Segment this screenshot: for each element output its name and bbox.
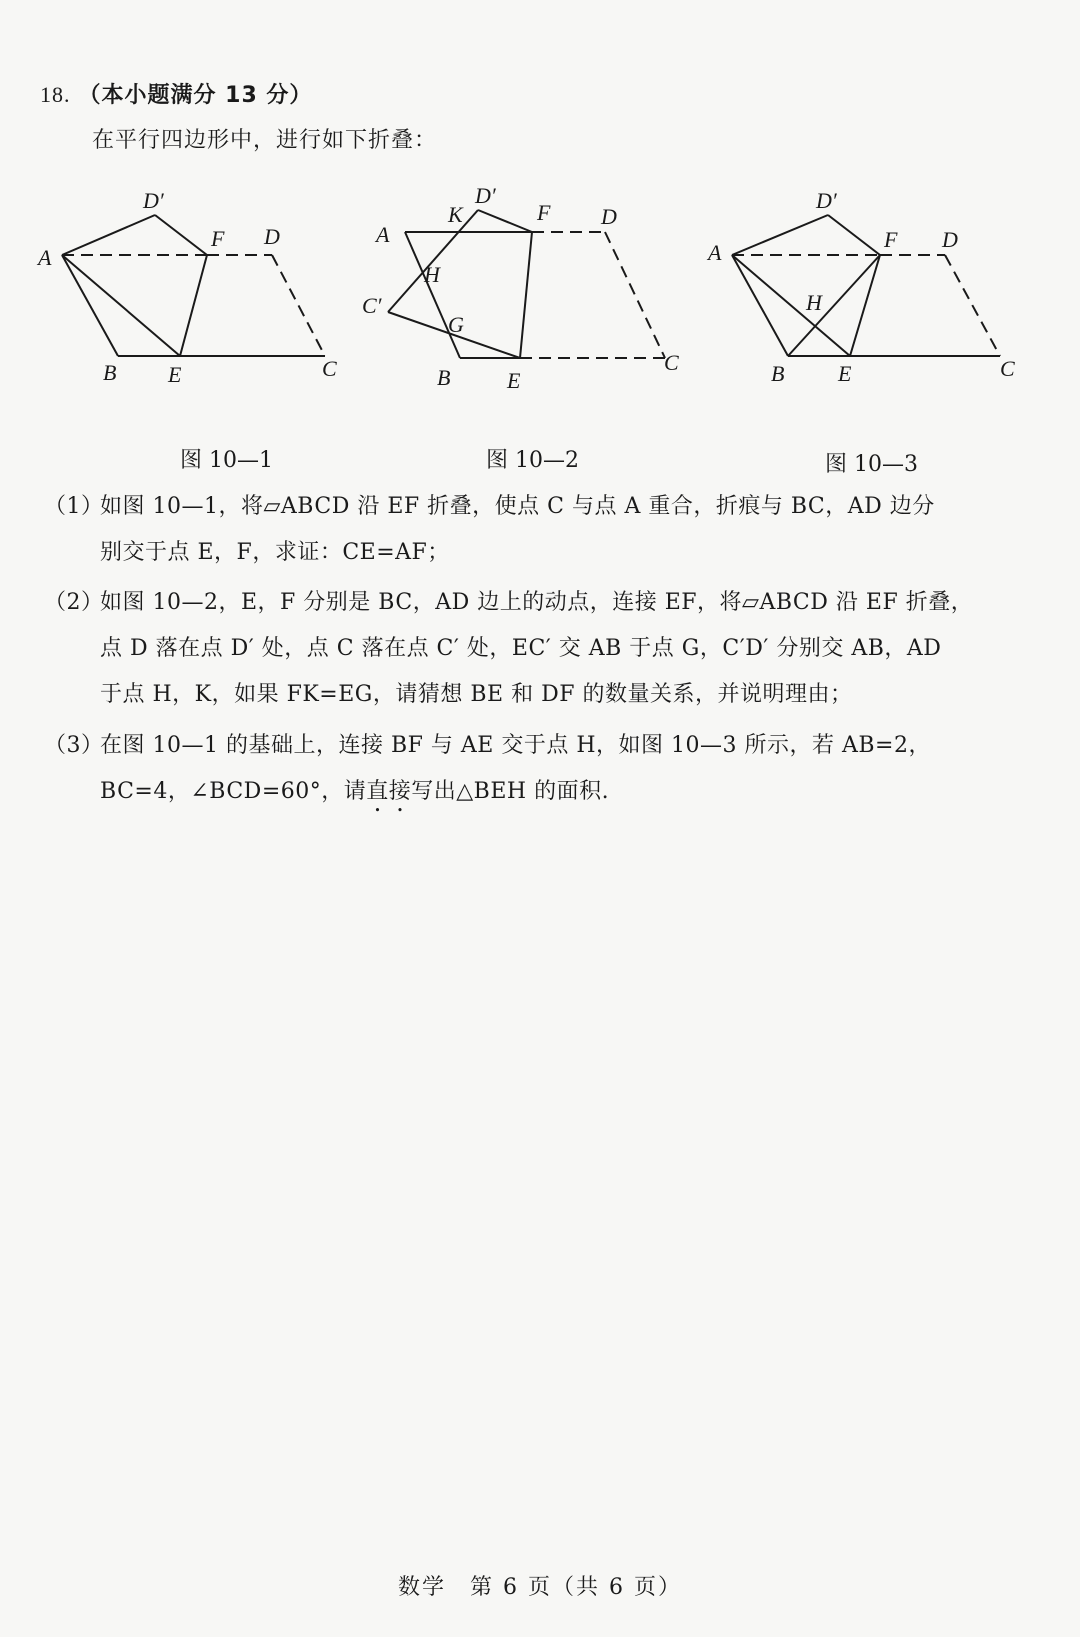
- label-G: G: [448, 312, 464, 337]
- page-footer: 数学 第 6 页（共 6 页）: [398, 1575, 682, 1600]
- label-D: D: [264, 224, 280, 249]
- part-1-line-1: 如图 10—1，将▱ABCD 沿 EF 折叠，使点 C 与点 A 重合，折痕与 BC，AD 边分: [100, 494, 935, 519]
- question-points: （本小题满分 13 分）: [78, 83, 313, 108]
- label-E: E: [838, 361, 852, 386]
- part-1-line-2: 别交于点 E，F，求证：CE=AF；: [100, 540, 450, 565]
- label-K: K: [448, 202, 463, 227]
- question-number: 18.: [40, 82, 71, 107]
- part-2-line-3: 于点 H，K，如果 FK=EG，请猜想 BE 和 DF 的数量关系，并说明理由；: [100, 682, 853, 707]
- label-D: D: [601, 204, 617, 229]
- caption-fig-10-3: 图 10—3: [825, 452, 918, 477]
- label-B: B: [103, 360, 117, 385]
- part-2-line-1: 如图 10—2，E，F 分别是 BC，AD 边上的动点，连接 EF，将▱ABCD 沿 EF 折叠，: [100, 590, 974, 615]
- part-3-line-1: 在图 10—1 的基础上，连接 BF 与 AE 交于点 H，如图 10—3 所示，若 AB=2，: [100, 733, 931, 758]
- label-D-prime: D′: [143, 188, 164, 213]
- question-header: [40, 78, 312, 109]
- part-2: [44, 580, 973, 718]
- figure-10-1: [62, 215, 325, 356]
- part-3-mark: （3）: [44, 733, 104, 758]
- label-B: B: [437, 365, 451, 390]
- part-1-mark: （1）: [44, 494, 104, 519]
- label-A: A: [376, 222, 390, 247]
- part-3-emphasis: 直接: [366, 779, 412, 804]
- part-3-line-2-b: 写出△BEH 的面积.: [411, 779, 610, 804]
- label-A: A: [708, 240, 722, 265]
- label-C: C: [1000, 356, 1015, 381]
- caption-fig-10-1: 图 10—1: [180, 448, 273, 473]
- label-C: C: [664, 350, 679, 375]
- label-E: E: [507, 368, 521, 393]
- label-D-prime: D′: [475, 183, 496, 208]
- label-F: F: [884, 227, 898, 252]
- label-C: C: [322, 356, 337, 381]
- figures: [0, 170, 1080, 490]
- part-3-line-2-a: BC=4，∠BCD=60°，请: [100, 779, 367, 804]
- part-3-line-2: [44, 769, 931, 817]
- label-F: F: [537, 200, 551, 225]
- label-D-prime: D′: [816, 188, 837, 213]
- part-3: [44, 723, 931, 817]
- label-D: D: [942, 227, 958, 252]
- caption-fig-10-2: 图 10—2: [486, 448, 579, 473]
- label-B: B: [771, 361, 785, 386]
- label-H: H: [806, 290, 822, 315]
- label-A: A: [38, 245, 52, 270]
- label-F: F: [211, 226, 225, 251]
- figure-10-3: [732, 215, 1000, 356]
- part-2-mark: （2）: [44, 590, 104, 615]
- part-2-line-2: 点 D 落在点 D′ 处，点 C 落在点 C′ 处，EC′ 交 AB 于点 G，C′D′ 分别交 AB，AD: [100, 636, 942, 661]
- part-1: [44, 484, 935, 576]
- label-C-prime: C′: [362, 293, 382, 318]
- label-E: E: [168, 362, 182, 387]
- label-H: H: [424, 262, 440, 287]
- question-intro: 在平行四边形中，进行如下折叠：: [92, 128, 438, 153]
